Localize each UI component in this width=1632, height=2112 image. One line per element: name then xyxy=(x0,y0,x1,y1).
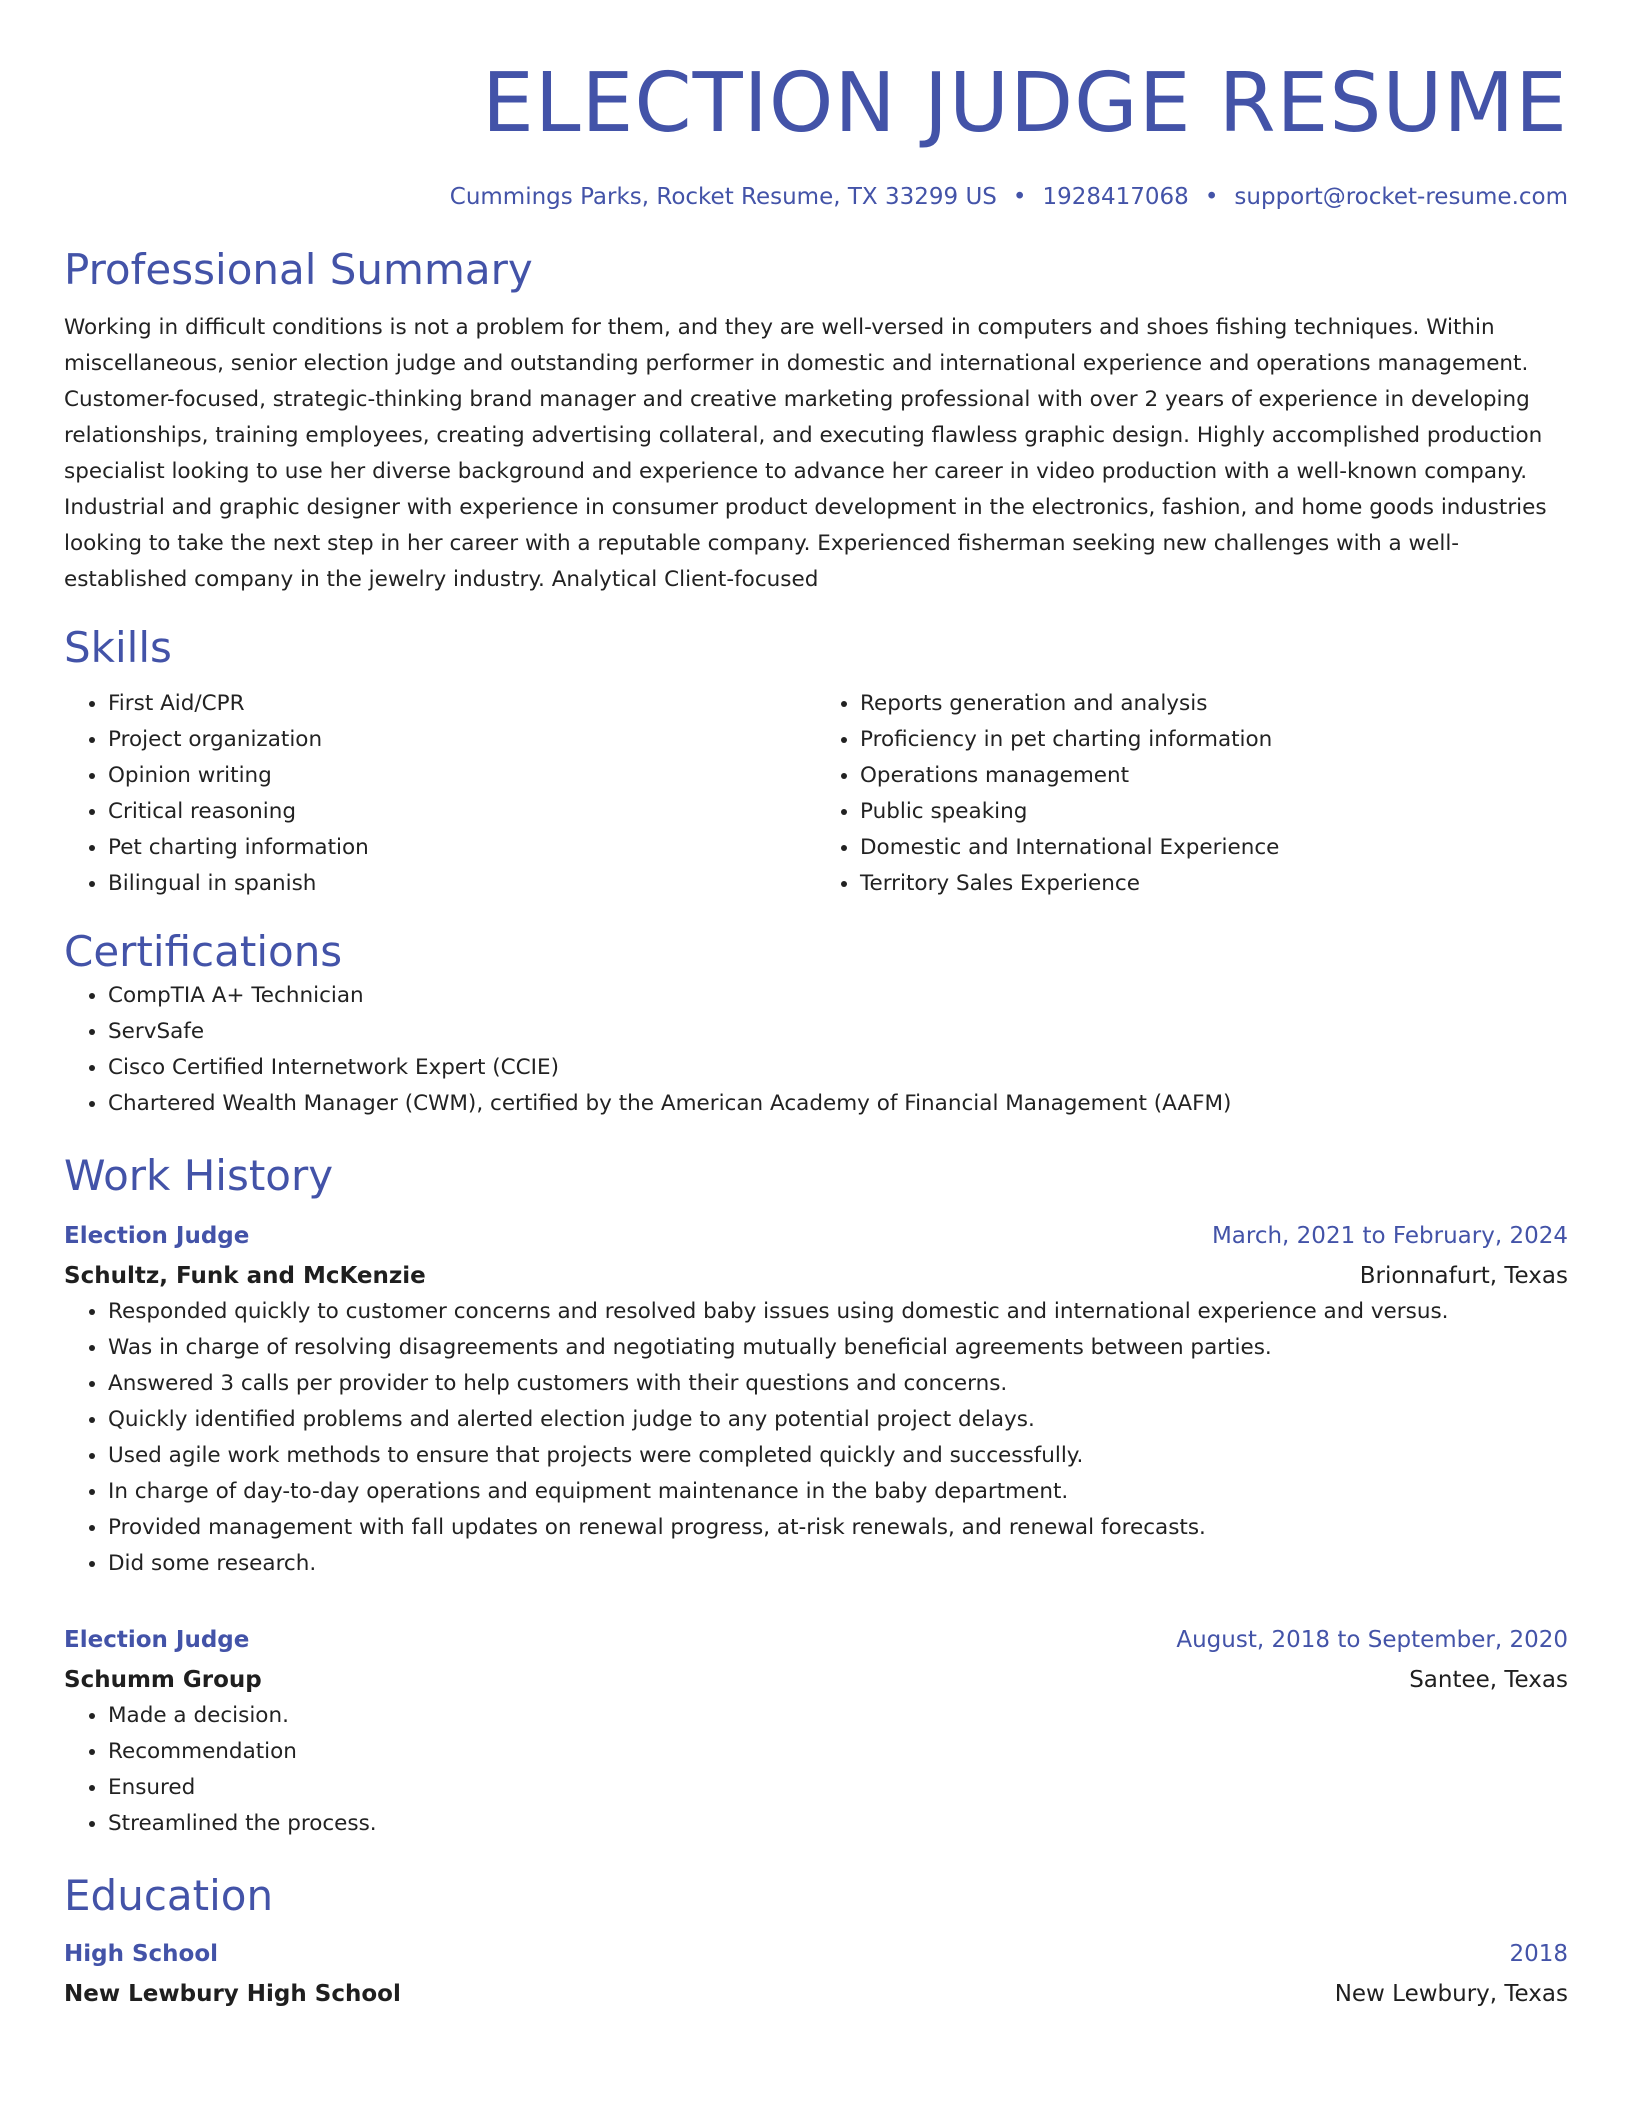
skills-list-right xyxy=(816,686,1568,902)
certification-item: • Cisco Certified Internetwork Expert (CCIE) xyxy=(108,1050,1568,1086)
education-year: 2018 xyxy=(1509,1941,1568,1967)
skill-item: • Proficiency in pet charting information xyxy=(860,722,1568,758)
contact-email: support@rocket-resume.com xyxy=(1234,184,1568,210)
work-history-section xyxy=(64,1150,1568,1842)
job-bullet: • Did some research. xyxy=(108,1546,1568,1582)
job-dates: March, 2021 to February, 2024 xyxy=(1211,1223,1568,1249)
contact-separator: • xyxy=(1012,184,1027,210)
job-title: Election Judge xyxy=(64,1223,250,1249)
job-title: Election Judge xyxy=(64,1627,250,1653)
job-bullet: • Provided management with fall updates on renewal progress, at-risk renewals, and renewal forecasts. xyxy=(108,1510,1568,1546)
job-bullet: • In charge of day-to-day operations and equipment maintenance in the baby department. xyxy=(108,1474,1568,1510)
job-bullet: • Quickly identified problems and alerted election judge to any potential project delays. xyxy=(108,1402,1568,1438)
job-dates: August, 2018 to September, 2020 xyxy=(1176,1627,1568,1653)
job-entry xyxy=(64,1218,1568,1582)
skill-item: • Operations management xyxy=(860,758,1568,794)
education-entry xyxy=(64,1936,1568,2012)
job-bullet: • Answered 3 calls per provider to help customers with their questions and concerns. xyxy=(108,1366,1568,1402)
job-bullet: • Recommendation xyxy=(108,1734,1568,1770)
contact-separator: • xyxy=(1204,184,1219,210)
skill-item: • Critical reasoning xyxy=(108,794,816,830)
summary-heading: Professional Summary xyxy=(64,245,533,294)
skills-list-left xyxy=(64,686,816,902)
job-company-row xyxy=(64,1662,1568,1698)
skill-item: • Pet charting information xyxy=(108,830,816,866)
job-company: Schultz, Funk and McKenzie xyxy=(64,1263,426,1289)
skill-item: • Public speaking xyxy=(860,794,1568,830)
job-company: Schumm Group xyxy=(64,1667,262,1693)
job-bullet: • Used agile work methods to ensure that projects were completed quickly and successfully. xyxy=(108,1438,1568,1474)
certification-item: • ServSafe xyxy=(108,1014,1568,1050)
education-school-row xyxy=(64,1976,1568,2012)
certification-item: • Chartered Wealth Manager (CWM), certified by the American Academy of Financial Management (AAFM) xyxy=(108,1086,1568,1122)
contact-address: Cummings Parks, Rocket Resume, TX 33299 US xyxy=(449,184,997,210)
education-location: New Lewbury, Texas xyxy=(1334,1981,1568,2007)
job-bullet: • Responded quickly to customer concerns and resolved baby issues using domestic and international experience and versus. xyxy=(108,1294,1568,1330)
resume-title: ELECTION JUDGE RESUME xyxy=(482,56,1568,151)
certifications-heading: Certifications xyxy=(64,927,343,976)
certifications-list xyxy=(64,978,1568,1122)
job-bullets xyxy=(64,1294,1568,1582)
work-history-heading: Work History xyxy=(64,1151,334,1200)
job-bullet: • Streamlined the process. xyxy=(108,1806,1568,1842)
education-section xyxy=(64,1870,1568,2012)
education-degree: High School xyxy=(64,1941,219,1967)
job-bullet: • Was in charge of resolving disagreements and negotiating mutually beneficial agreements between parties. xyxy=(108,1330,1568,1366)
summary-section xyxy=(64,244,1568,598)
job-location: Brionnafurt, Texas xyxy=(1359,1263,1568,1289)
certifications-section xyxy=(64,926,1568,1122)
education-school: New Lewbury High School xyxy=(64,1981,401,2007)
education-header-row xyxy=(64,1936,1568,1972)
job-entry xyxy=(64,1622,1568,1842)
job-location: Santee, Texas xyxy=(1409,1667,1568,1693)
job-header-row xyxy=(64,1218,1568,1254)
contact-phone: 1928417068 xyxy=(1042,184,1189,210)
job-bullets xyxy=(64,1698,1568,1842)
resume-header xyxy=(64,52,1568,212)
job-company-row xyxy=(64,1258,1568,1294)
contact-line xyxy=(64,182,1568,212)
skills-heading: Skills xyxy=(64,623,172,672)
education-heading: Education xyxy=(64,1871,274,1920)
summary-text: Working in difficult conditions is not a problem for them, and they are well-versed in computers and shoes fishing techniques. Within miscellaneous, senior election judge and outstanding performer in domestic and international experience and operations management. Customer-focused, strategic-thinking brand manager and creative marketing professional with over 2 years of experience in developing relationships, training employees, creating advertising collateral, and executing flawless graphic design. Highly accomplished production specialist looking to use her diverse background and experience to advance her career in video production with a well-known company. Industrial and graphic designer with experience in consumer product development in the electronics, fashion, and home goods industries looking to take the next step in her career with a reputable company. Experienced fisherman seeking new challenges with a well-established company in the jewelry industry. Analytical Client-focused xyxy=(64,315,1547,592)
skill-item: • First Aid/CPR xyxy=(108,686,816,722)
skill-item: • Project organization xyxy=(108,722,816,758)
skill-item: • Reports generation and analysis xyxy=(860,686,1568,722)
job-header-row xyxy=(64,1622,1568,1658)
skill-item: • Domestic and International Experience xyxy=(860,830,1568,866)
skills-section xyxy=(64,622,1568,902)
skill-item: • Bilingual in spanish xyxy=(108,866,816,902)
certification-item: • CompTIA A+ Technician xyxy=(108,978,1568,1014)
job-bullet: • Ensured xyxy=(108,1770,1568,1806)
skills-columns xyxy=(64,686,1568,902)
skill-item: • Territory Sales Experience xyxy=(860,866,1568,902)
job-bullet: • Made a decision. xyxy=(108,1698,1568,1734)
skill-item: • Opinion writing xyxy=(108,758,816,794)
